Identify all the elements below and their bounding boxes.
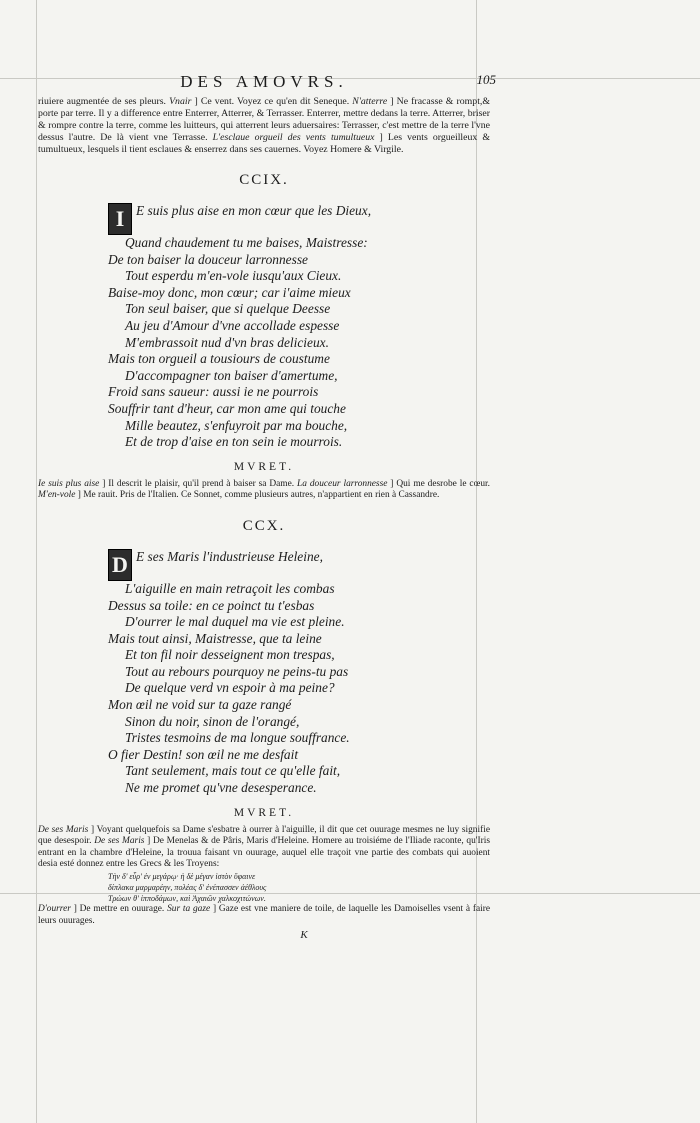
poem-line: Et ton fil noir desseignent mon trespas, <box>125 647 335 663</box>
poem-line: Mille beautez, s'enfuyroit par ma bouche, <box>125 417 348 433</box>
page-edge-line <box>36 0 37 1123</box>
poem-line: Sinon du noir, sinon de l'orangé, <box>125 713 300 729</box>
poem-line: Ne me promet qu'vne desesperance. <box>125 780 317 796</box>
poem-line: L'aiguille en main retraçoit les combas <box>125 580 335 596</box>
poem-line: Froid sans saueur: aussi ie ne pourrois <box>108 384 319 400</box>
sonnet-ccx <box>108 549 490 797</box>
signature-mark: K <box>300 929 308 942</box>
poem-line: Mais tout ainsi, Maistresse, que ta leine <box>108 630 322 646</box>
greek-quotation <box>108 871 490 904</box>
poem-line: Tout esperdu m'en-vole iusqu'aux Cieux. <box>125 268 342 284</box>
poem-line: Quand chaudement tu me baises, Maistresse: <box>125 235 368 250</box>
sonnet-number: CCX. <box>242 517 286 534</box>
decorated-initial: D <box>108 549 132 581</box>
poem-line: D'ourrer le mal duquel ma vie est pleine. <box>125 614 345 630</box>
poem-line: Baise-moy donc, mon cœur; car i'aime mieux <box>108 284 351 300</box>
book-page <box>38 70 496 942</box>
poem-line: Mon œil ne void sur ta gaze rangé <box>108 697 292 713</box>
page-number: 105 <box>476 72 496 87</box>
greek-line: Τρώων θ' ἱπποδάμων, καὶ Ἀχαιῶν χαλκοχιτώνων. <box>108 894 266 903</box>
poem-line: Souffrir tant d'heur, car mon ame qui touche <box>108 400 346 416</box>
commentator-heading: MVRET. <box>233 460 295 473</box>
decorated-initial: I <box>108 203 132 235</box>
greek-line: Τὴν δ' εὗρ' ἐν μεγάρῳ· ἡ δὲ μέγαν ἱστὸν ὕφαινε <box>108 872 256 881</box>
commentary-note: De ses Maris ] Voyant quelquefois sa Dame s'esbatre à ourrer à l'aiguille, il dit que cet ouurage mesmes ne luy signifie que desespoir. De ses Maris ] De Menelas & de Pâris, Maris d'Heleine. Homere au troisiéme de l'Iliade raconte, qu'Iris entrant en la chambre d'Heleine, la trouua faisant vn ouurage, auquel elle traçoit vne partie des combats qui auoient desia esté donnez entre les Grecs & les Troyens: <box>38 824 490 870</box>
sonnet-number: CCIX. <box>239 172 289 188</box>
poem-line: M'embrassoit nud d'vn bras delicieux. <box>125 334 329 350</box>
greek-line: δίπλακα μαρμαρέην, πολέας δ' ἐνέπασσεν ἀέθλους <box>108 883 267 892</box>
poem-line: Tout au rebours pourquoy ne peins-tu pas <box>125 663 349 679</box>
poem-line: D'accompagner ton baiser d'amertume, <box>125 367 338 383</box>
poem-line: Ton seul baiser, que si quelque Deesse <box>125 301 331 317</box>
commentator-heading: MVRET. <box>233 806 295 819</box>
poem-line: De quelque verd vn espoir à ma peine? <box>125 680 335 696</box>
poem-line: Tant seulement, mais tout ce qu'elle fait, <box>125 763 341 779</box>
running-title: DES AMOVRS. <box>180 72 348 91</box>
commentary-note: D'ourrer ] De mettre en ouurage. Sur ta gaze ] Gaze est vne maniere de toile, de laquelle les Damoiselles vsent à faire leurs ouurages. <box>38 904 491 926</box>
poem-line: Tristes tesmoins de ma longue souffrance. <box>125 730 350 746</box>
commentary-note: Ie suis plus aise ] Il descrit le plaisir, qu'il prend à baiser sa Dame. La douceur larronnesse ] Qui me desrobe le cœur. M'en-vole ] Me rauit. Pris de l'Italien. Ce Sonnet, comme plusieurs autres, n'appartient en rien à Cassandre. <box>38 478 490 501</box>
poem-line: Dessus sa toile: en ce poinct tu t'esbas <box>108 597 315 613</box>
running-header <box>38 70 496 94</box>
poem-line: Au jeu d'Amour d'vne accollade espesse <box>125 317 340 333</box>
sonnet-ccix <box>108 203 490 451</box>
poem-line: I E suis plus aise en mon cœur que les Dieux, <box>108 203 490 235</box>
poem-line: D E ses Maris l'industrieuse Heleine, <box>108 549 490 581</box>
poem-line: O fier Destin! son œil ne me desfait <box>108 746 299 762</box>
poem-line: De ton baiser la douceur larronnesse <box>108 251 308 267</box>
top-commentary: riuiere augmentée de ses pleurs. Vnair ] Ce vent. Voyez ce qu'en dit Seneque. N'atterre ] Ne fracasse & rompt,& porte par terre. Il y a difference entre Enterrer, Atterrer, & Terrasser. Enterrer, mettre dedans la terre. Atterrer, briser & rompre contre la terre, comme les luitteurs, qui atterrent leurs aduersaires: Terrasser, c'est mettre de la terre l'vne dessus l'autre. De là vient vne Terrasse. L'esclaue orgueil des vents tumultueux ] Les vents orgueilleux & tumultueux, lesquels il tient esclaues & enserrez dans ses cauernes. Voyez Homere & Virgile. <box>38 96 490 155</box>
poem-line: Et de trop d'aise en ton sein ie mourrois. <box>125 434 343 450</box>
poem-line: Mais ton orgueil a tousiours de coustume <box>108 351 330 367</box>
